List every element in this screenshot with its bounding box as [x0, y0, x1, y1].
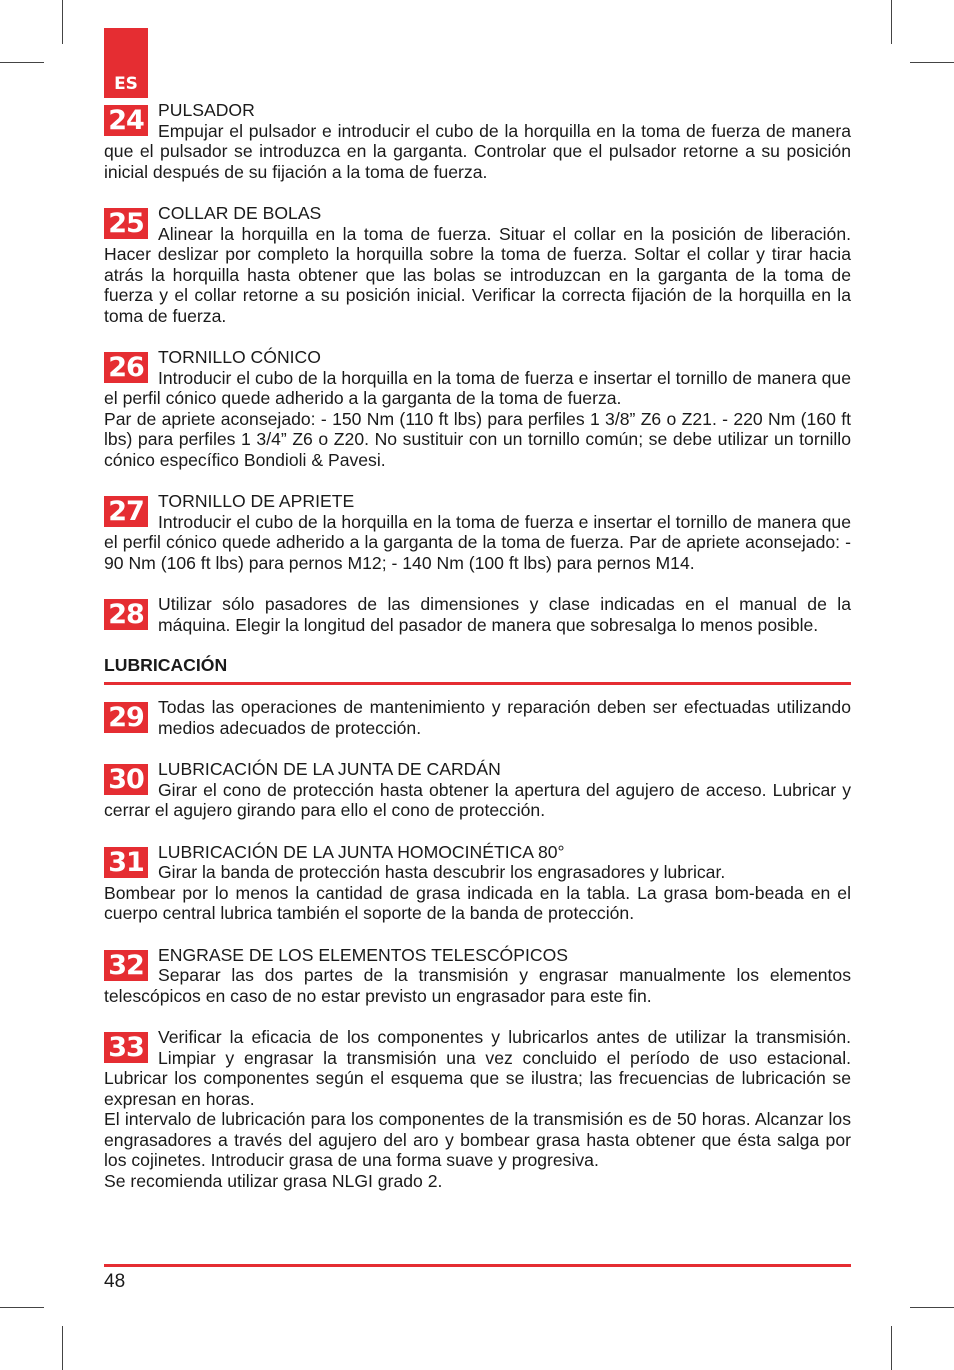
step-title: COLLAR DE BOLAS — [158, 203, 322, 223]
step-title: LUBRICACIÓN DE LA JUNTA HOMOCINÉTICA 80° — [158, 841, 565, 862]
step-title: TORNILLO DE APRIETE — [158, 491, 355, 511]
crop-mark — [62, 1326, 63, 1370]
step-text: Separar las dos partes de la transmisión y engrasar manualmente los elementos telescópicos en caso de no estar previsto un engrasador para este fin. — [104, 965, 851, 1006]
page-number: 48 — [104, 1271, 126, 1292]
crop-mark — [891, 0, 892, 44]
step-text: Introducir el cubo de la horquilla en la toma de fuerza e insertar el tornillo de manera que el perfil cónico quede adherido a la garganta de la toma de fuerza. — [104, 367, 851, 408]
step-title: LUBRICACIÓN DE LA JUNTA DE CARDÁN — [158, 759, 501, 779]
step-number-badge: 26 — [104, 352, 148, 383]
step-text: El intervalo de lubricación para los componentes de la transmisión es de 50 horas. Alcanzar los engrasadores a través del agujero del aro y bombear grasa hasta obtener que ésta salga por los cojinetes. Introducir grasa de una forma suave y progresiva. — [104, 1109, 851, 1170]
crop-mark — [0, 62, 44, 63]
instruction-list — [104, 697, 851, 1191]
step-text: Girar el cono de protección hasta obtener la apertura del agujero de acceso. Lubricar y cerrar el agujero girando para ello el cono de protección. — [104, 779, 851, 820]
step-number-badge: 30 — [104, 764, 148, 795]
step-text: Introducir el cubo de la horquilla en la toma de fuerza e insertar el tornillo de manera que el perfil cónico quede adherido a la garganta de la toma de fuerza. Par de apriete aconsejado: - 90 Nm (106 ft lbs) para pernos M12; - 140 Nm (100 ft lbs) para pernos M14. — [104, 511, 851, 573]
step-text: Empujar el pulsador e introducir el cubo de la horquilla en la toma de fuerza de manera que el pulsador se introduzca en la garganta. Controlar que el pulsador retorne a su posición inicial después de su fijación a la toma de fuerza. — [104, 120, 851, 182]
step-number-badge: 27 — [104, 496, 148, 527]
step-title: ENGRASE DE LOS ELEMENTOS TELESCÓPICOS — [158, 944, 568, 965]
step-number-badge: 31 — [104, 847, 148, 878]
instruction-item — [104, 594, 851, 635]
instruction-item — [104, 759, 851, 821]
step-number-badge: 29 — [104, 702, 148, 733]
step-text: Girar la banda de protección hasta descubrir los engrasadores y lubricar. — [158, 862, 726, 882]
step-title: PULSADOR — [158, 100, 255, 120]
instruction-item — [104, 1027, 851, 1191]
instruction-item — [104, 842, 851, 924]
step-number-badge: 32 — [104, 950, 148, 981]
instruction-item — [104, 347, 851, 470]
step-text: Alinear la horquilla en la toma de fuerza. Situar el collar en la posición de liberación. Hacer deslizar por completo la horquilla sobre la toma de fuerza. Soltar el collar y tirar hacia atrás la horquilla hasta obtener que las bolas se introduzcan en la garganta de la toma de fuerza y el collar retorne a su posición inicial. Verificar la correcta fijación de la horquilla en la toma de fuerza. — [104, 223, 851, 326]
instruction-list — [104, 100, 851, 635]
step-text: Par de apriete aconsejado: - 150 Nm (110 ft lbs) para perfiles 1 3/8” Z6 o Z21. - 220 Nm (160 ft lbs) para perfiles 1 3/4” Z6 o Z20. No sustituir con un tornillo común; se debe utilizar un tornillo cónico específico Bondioli & Pavesi. — [104, 408, 851, 470]
step-text: Se recomienda utilizar grasa NLGI grado 2. — [104, 1170, 443, 1191]
instruction-item — [104, 697, 851, 738]
step-number-badge: 33 — [104, 1032, 148, 1063]
language-tab — [104, 28, 148, 98]
step-text: Bombear por lo menos la cantidad de grasa indicada en la tabla. La grasa bom-beada en el cuerpo central lubrica también el soporte de la banda de protección. — [104, 882, 851, 923]
crop-mark — [891, 1326, 892, 1370]
instruction-item — [104, 100, 851, 182]
step-text: Todas las operaciones de mantenimiento y reparación deben ser efectuadas utilizando medios adecuados de protección. — [158, 697, 851, 738]
step-text: Verificar la eficacia de los componentes y lubricarlos antes de utilizar la transmisión. Limpiar y engrasar la transmisión una vez concluido el período de uso estacional. Lubricar los componentes según el esquema que se ilustra; las frecuencias de lubricación se expresan en horas. — [104, 1027, 851, 1109]
step-title: TORNILLO CÓNICO — [158, 347, 321, 367]
section-heading: LUBRICACIÓN — [104, 655, 851, 685]
instruction-item — [104, 945, 851, 1007]
page-content — [104, 100, 851, 1191]
footer-rule — [104, 1264, 851, 1267]
step-text: Utilizar sólo pasadores de las dimensiones y clase indicadas en el manual de la máquina. Elegir la longitud del pasador de manera que sobresalga lo menos posible. — [158, 594, 851, 635]
instruction-item — [104, 491, 851, 573]
step-number-badge: 28 — [104, 599, 148, 630]
crop-mark — [62, 0, 63, 44]
crop-mark — [910, 1307, 954, 1308]
crop-mark — [910, 62, 954, 63]
step-number-badge: 24 — [104, 105, 148, 136]
language-label: ES — [114, 74, 138, 94]
crop-mark — [0, 1307, 44, 1308]
instruction-item — [104, 203, 851, 326]
step-number-badge: 25 — [104, 208, 148, 239]
